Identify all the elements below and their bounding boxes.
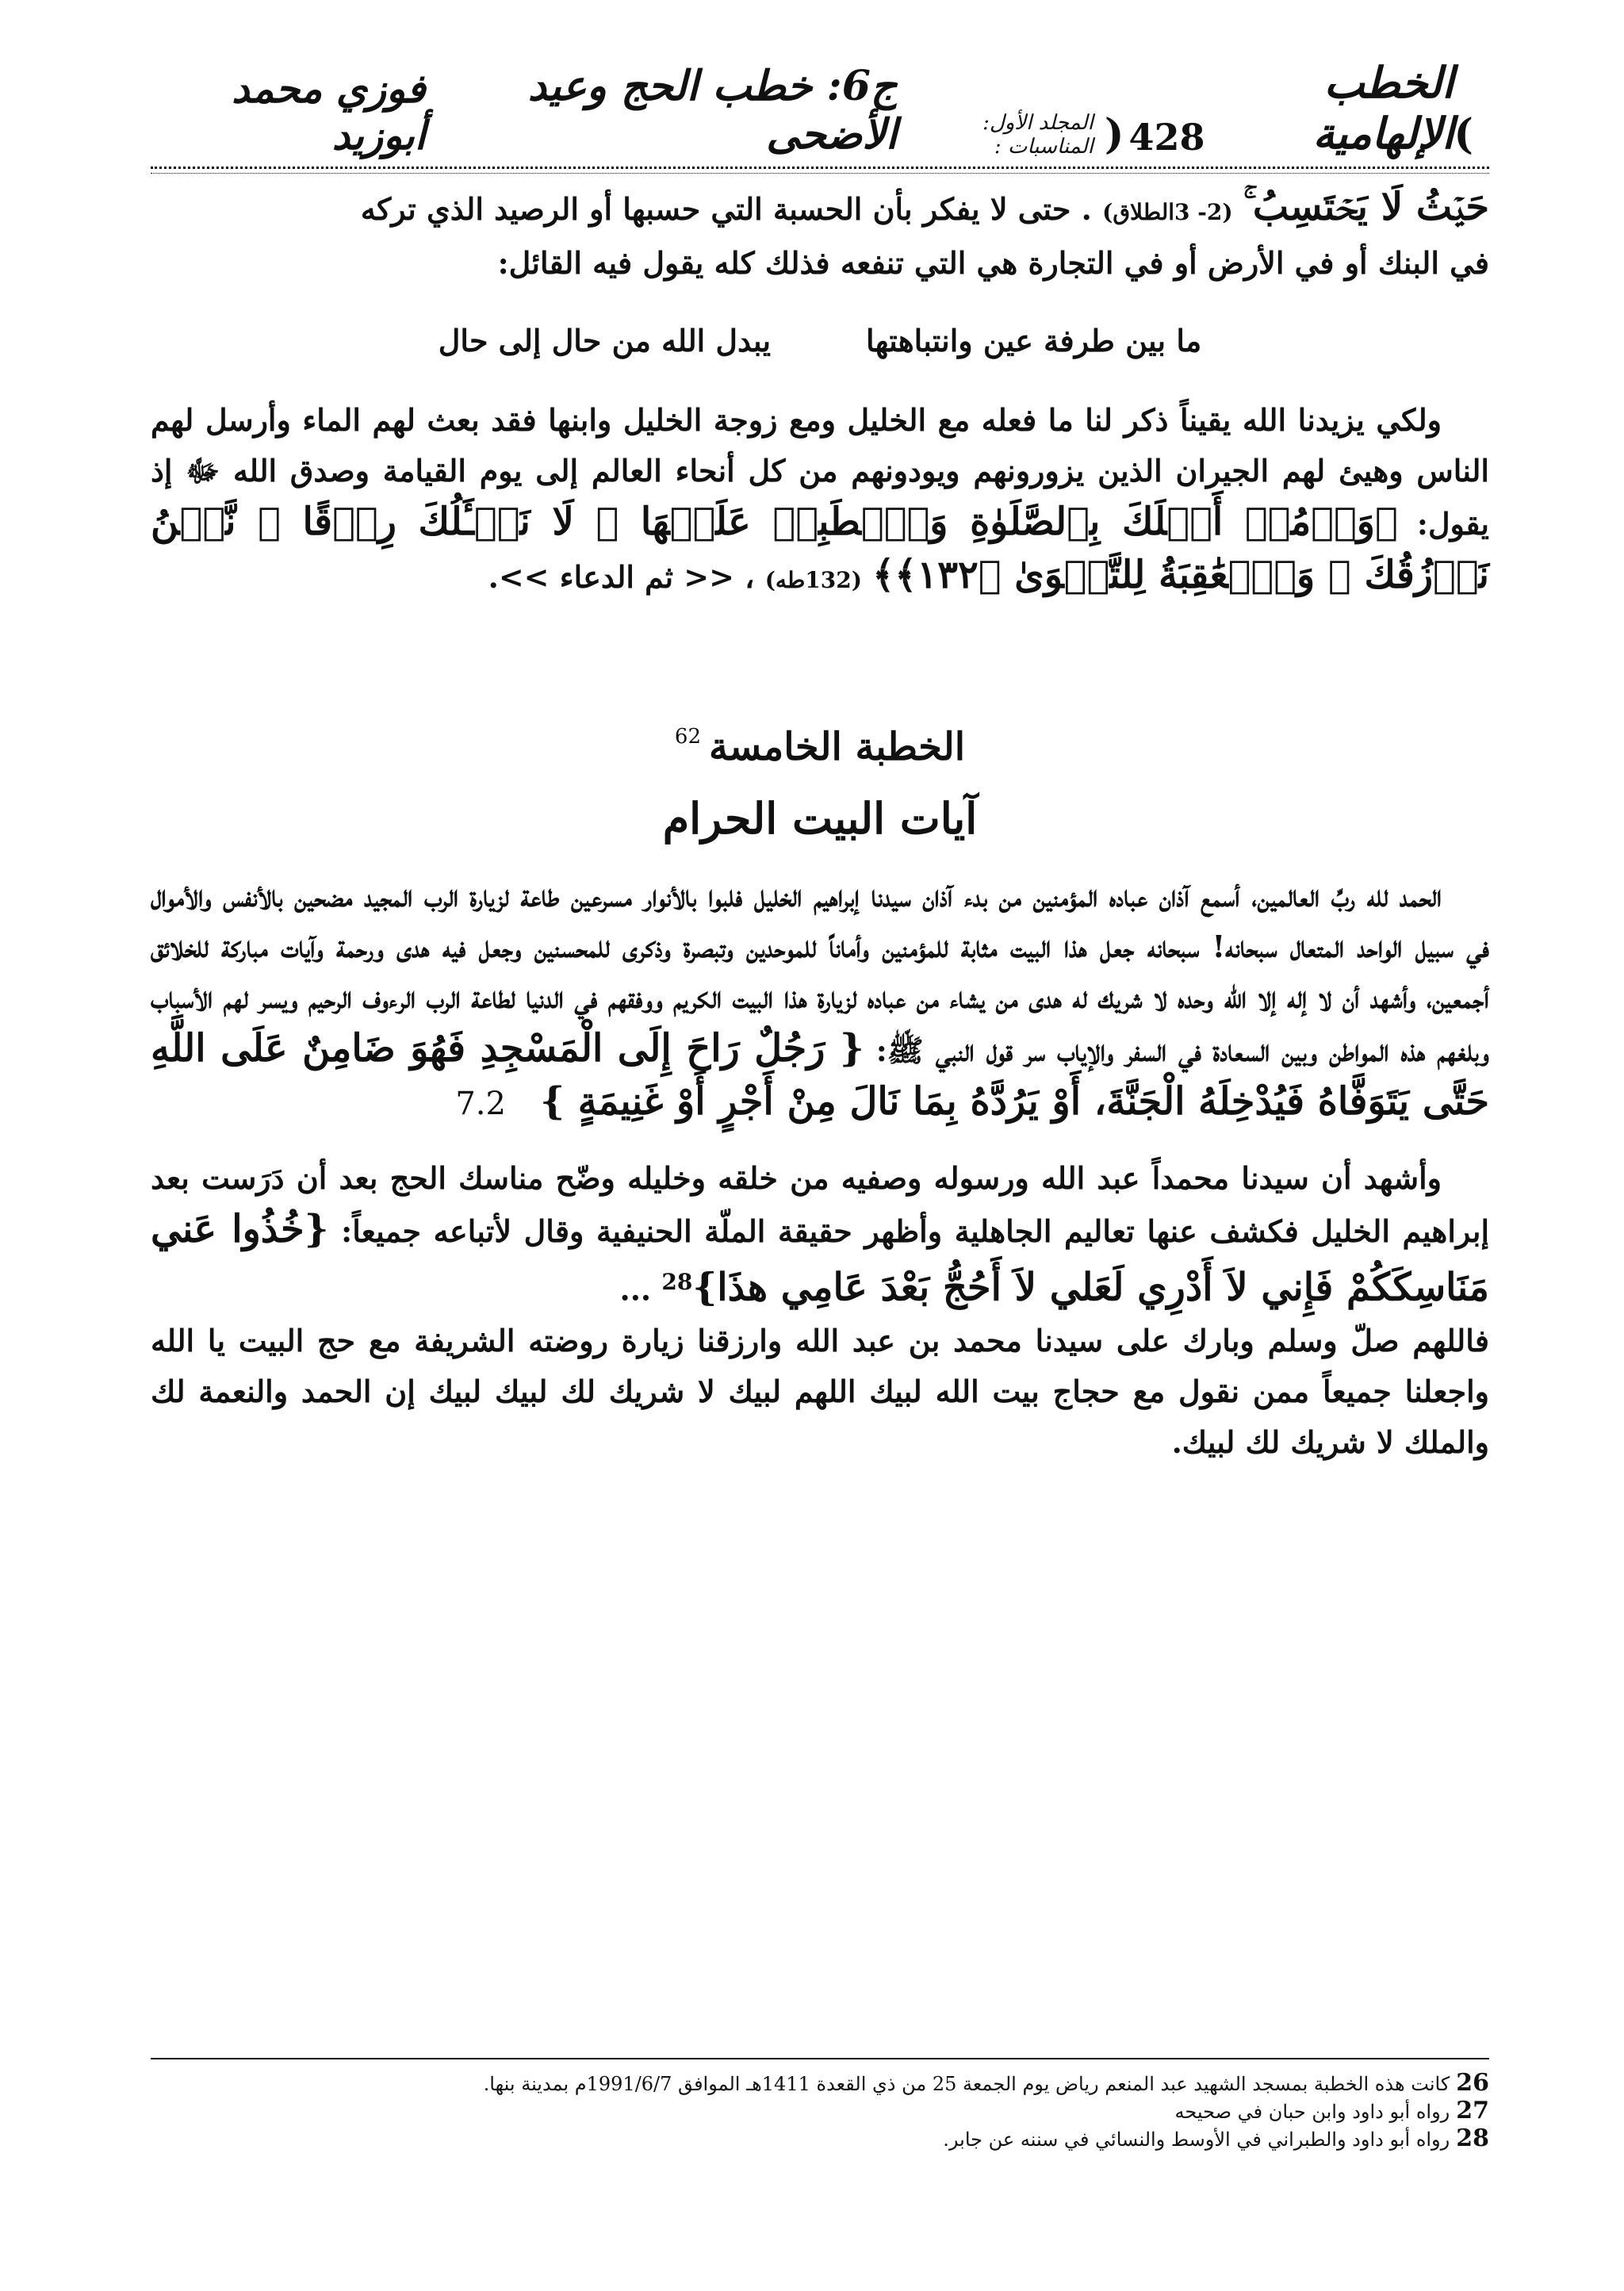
header-right	[458, 57, 1473, 159]
top-line-1	[151, 182, 1489, 238]
part-title: ج6: خطب الحج وعيد الأضحى	[527, 62, 898, 159]
top-line-2: في البنك أو في الأرض أو في التجارة هي التي تنفعه فذلك كله يقول فيه القائل:	[497, 245, 1489, 281]
document-page	[151, 57, 1490, 2244]
ellipsis: ...	[619, 1271, 652, 1308]
volume-label: المجلد الأول: المناسبات :	[982, 111, 1094, 159]
poem-second-hemistich: يبدل الله من حال إلى حال	[438, 323, 772, 358]
top-line-1-text: . حتى لا يفكر بأن الحسبة التي حسبها أو الرصيد الذي تركه	[360, 191, 1092, 227]
section-subtitle: آيات البيت الحرام	[662, 793, 978, 844]
main-paragraph-1-text: الحمد لله ربِّ العالمين، أسمع آذان عباده المؤمنين من بدء آذان سيدنا إبراهيم الخليل فلبوا بالأنوار مسرعين طاعة لزيارة الرب المجيد مضحين بالأنفس والأموال في سبيل الواحد المتعال سبحانه! سبحانه جعل هذا البيت مثابة للمؤمنين وأماناً للموحدين وتبصرة وذكرى للمحسنين وجعل فيه هدى ورحمة وآيات مباركة للخلائق أجمعين، وأشهد أن لا إله إلا الله وحده لا شريك له هدى من يشاء من عباده لزيارة هذا البيت الكريم ووفقهم في الدنيا لطاعة الرب الرءوف الرحيم ويسر لهم الأسباب وبلغهم هذه المواطن وبين السعادة في السفر والإياب سر قول النبي ﷺ:	[151, 878, 1490, 1068]
book-title: الخطب الإلهامية	[1312, 57, 1454, 159]
poem-verse	[151, 316, 1489, 366]
header-bracket-right: (	[1104, 110, 1124, 159]
verse-reference-taha: (132طه)	[764, 567, 862, 593]
page-number: 428	[1128, 116, 1205, 159]
footnote-mark-28: 28	[661, 1269, 693, 1295]
section-title-text: الخطبة الخامسة	[709, 725, 966, 769]
header-left	[167, 65, 458, 159]
section-title	[151, 725, 1489, 769]
footnotes	[151, 2070, 1489, 2153]
header-bracket-left: )	[1454, 110, 1473, 159]
footnote-rule	[151, 2058, 1489, 2059]
quran-verse-fragment: حَيۡثُ لَا يَحۡتَسِبُ ۚ	[1243, 185, 1489, 229]
footnote-number: 26	[1456, 2069, 1489, 2097]
verse-reference: (2- 3الطلاق)	[1102, 199, 1233, 225]
footnote-text: كانت هذه الخطبة بمسجد الشهيد عبد المنعم رياض يوم الجمعة 25 من ذي القعدة 1411هـ الموافق 1991/6/7م بمدينة بنها.	[483, 2073, 1450, 2095]
author-name: فوزي محمد أبوزيد	[232, 65, 426, 159]
footnote-item	[151, 2070, 1489, 2098]
main-paragraph-2	[151, 1153, 1489, 1316]
top-paragraph-2-end: ، << ثم الدعاء >>.	[488, 559, 755, 595]
main-paragraph-1	[151, 871, 1489, 1129]
quran-verse: ﴿وَأۡمُرۡ أَهۡلَكَ بِٱلصَّلَوٰةِ وَٱصۡطَبِرۡ عَلَيۡهَا ۖ لَا نَسۡـَٔلُكَ رِزۡقًا ۖ نَّحۡنُ نَرۡزُقُكَ ۗ وَٱلۡعَٰقِبَةُ لِلتَّقۡوَىٰ ﴿١٣٢﴾﴾	[151, 500, 1489, 597]
footnote-text: رواه أبو داود والطبراني في الأوسط والنسائي في سننه عن جابر.	[943, 2128, 1450, 2151]
footnote-number: 27	[1456, 2097, 1489, 2124]
hadith-number: 7.2	[455, 1086, 506, 1122]
running-header	[151, 57, 1489, 167]
footnote-item	[151, 2125, 1489, 2153]
hadith-quote-2: {خُذُوا عَني مَنَاسِكَكُمْ فَإِني لاَ أَدْرِي لَعَلي لاَ أَحُجُّ بَعْدَ عَامِي هذَا}	[151, 1207, 1489, 1310]
main-paragraph-3: فاللهم صلّ وسلم وبارك على سيدنا محمد بن عبد الله وارزقنا زيارة روضته الشريفة مع حج البيت يا الله واجعلنا جميعاً ممن نقول مع حجاج بيت الله لبيك اللهم لبيك لا شريك لك لبيك لبيك إن الحمد والنعمة لك والملك لا شريك لك لبيك.	[151, 1322, 1489, 1460]
top-section	[151, 182, 1489, 606]
footnote-number: 28	[1456, 2124, 1489, 2152]
hadith-quote: { رَجُلٌ رَاحَ إِلَى الْمَسْجِدِ فَهُوَ ضَامِنٌ عَلَى اللَّهِ حَتَّى يَتَوَفَّاهُ فَيُدْخِلَهُ الْجَنَّةَ، أَوْ يَرُدَّهُ بِمَا نَالَ مِنْ أَجْرٍ أَوْ غَنِيمَةٍ }	[151, 1026, 1489, 1124]
paragraph-gap	[151, 1129, 1489, 1153]
top-paragraph-2-text: ولكي يزيدنا الله يقيناً ذكر لنا ما فعله مع الخليل ومع زوجة الخليل وابنها فقد بعث لهم الماء وأرسل لهم الناس وهيئ لهم الجيران الذين يزورونهم ويودونهم من كل أنحاء العالم إلى يوم القيامة وصدق الله ﷻ إذ يقول:	[151, 402, 1489, 542]
main-paragraph-2-text: وأشهد أن سيدنا محمداً عبد الله ورسوله وصفيه من خلقه وخليله وضّح مناسك الحج بعد أن دَرَست بعد إبراهيم الخليل فكشف عنها تعاليم الجاهلية وأظهر حقيقة الملّة الحنيفية وقال لأتباعه جميعاً:	[151, 1160, 1490, 1249]
footnote-item	[151, 2098, 1489, 2125]
top-paragraph-2	[151, 395, 1489, 606]
footnote-text: رواه أبو داود وابن حبان في صحيحه	[1174, 2101, 1450, 2123]
section-footnote-mark: 62	[674, 725, 701, 749]
poem-first-hemistich: ما بين طرفة عين وانتباهتها	[866, 323, 1202, 358]
header-rule	[151, 167, 1489, 174]
main-section	[151, 871, 1489, 1468]
